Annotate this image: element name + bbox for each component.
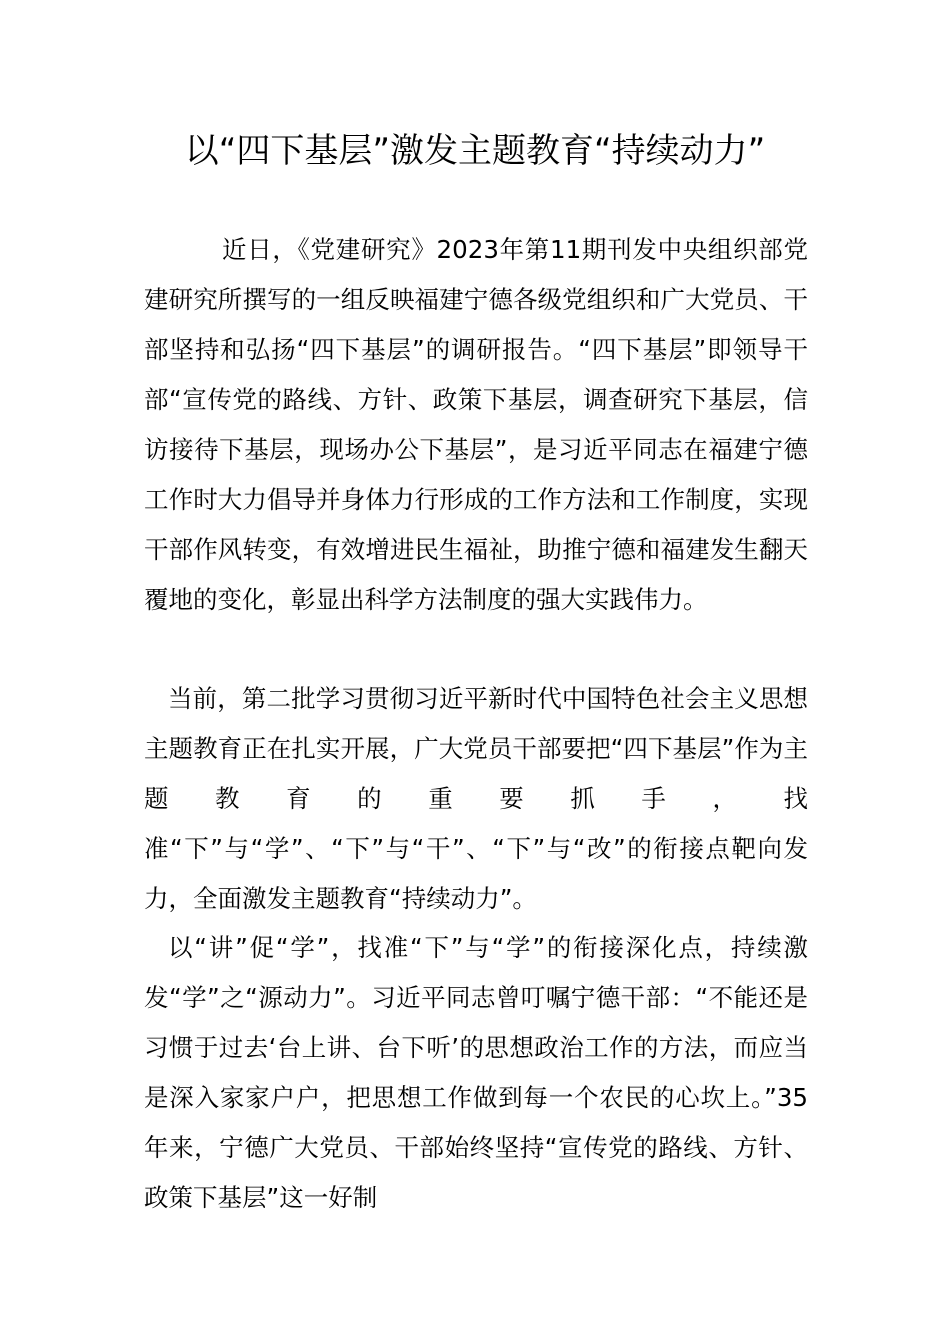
paragraph-2: 当前，第二批学习贯彻习近平新时代中国特色社会主义思想主题教育正在扎实开展，广大党员干部要把“四下基层”作为主题教育的重要抓手，找准“下”与“学”、“下”与“干”、“下”与“改”的衔接点靶向发力，全面激发主题教育“持续动力”。 [144,684,808,913]
document-title: 以“四下基层”激发主题教育“持续动力” [184,131,766,171]
paragraph-3: 以“讲”促“学”，找准“下”与“学”的衔接深化点，持续激发“学”之“源动力”。习近平同志曾叮嘱宁德干部：“不能还是习惯于过去‘台上讲、台下听’的思想政治工作的方法，而应当是深入家家户户，把思想工作做到每一个农民的心坎上。”35年来，宁德广大党员、干部始终坚持“宣传党的路线、方针、政策下基层”这一好制 [144,933,808,1212]
paragraph-1: 近日，《党建研究》2023年第11期刊发中央组织部党建研究所撰写的一组反映福建宁德各级党组织和广大党员、干部坚持和弘扬“四下基层”的调研报告。“四下基层”即领导干部“宣传党的路线、方针、政策下基层，调查研究下基层，信访接待下基层，现场办公下基层”，是习近平同志在福建宁德工作时大力倡导并身体力行形成的工作方法和工作制度，实现干部作风转变，有效增进民生福祉，助推宁德和福建发生翻天覆地的变化，彰显出科学方法制度的强大实践伟力。 [144,235,808,614]
